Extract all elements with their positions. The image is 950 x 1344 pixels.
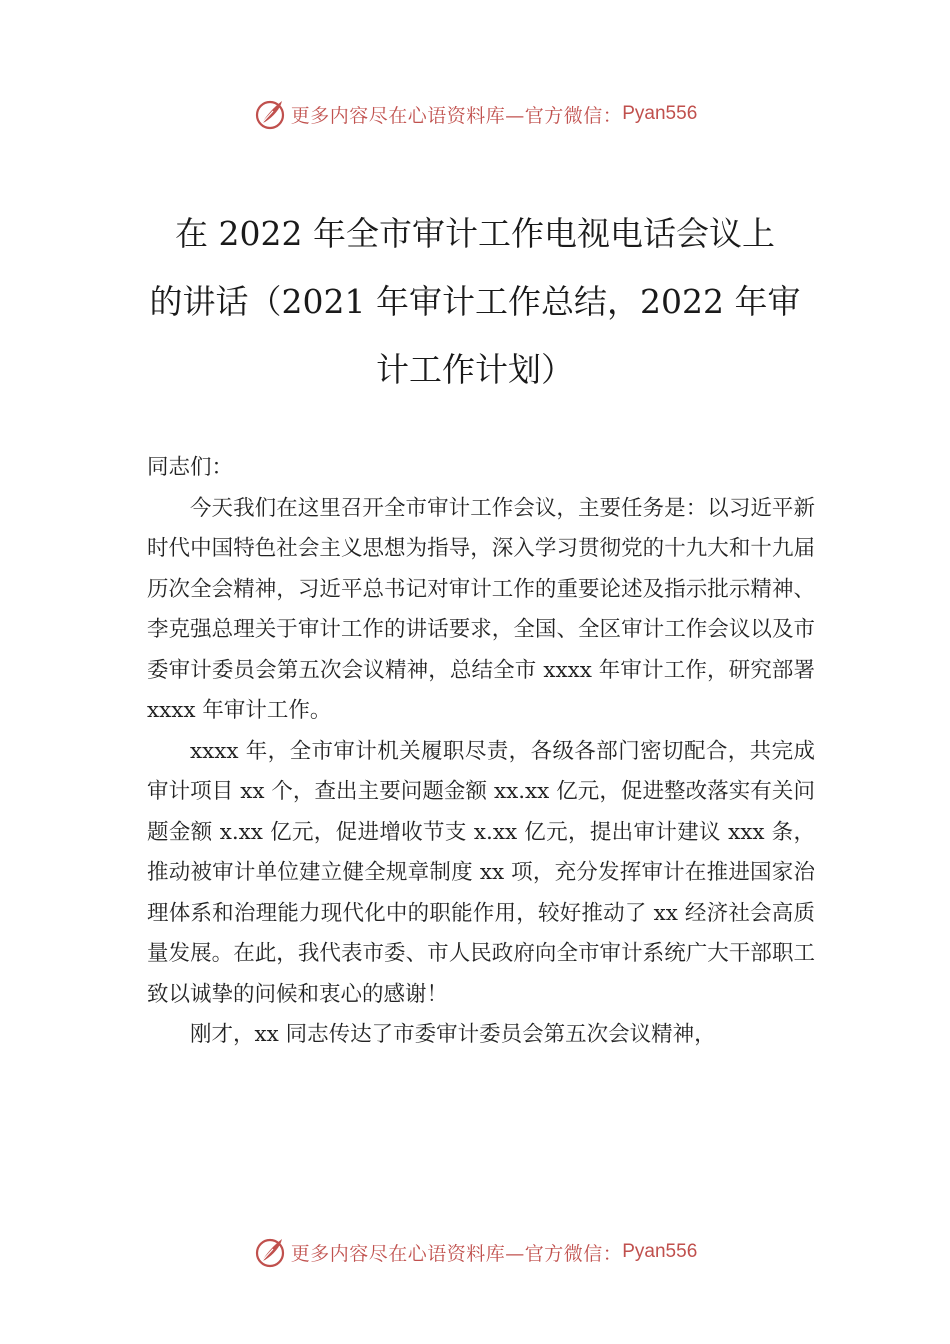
title-line-1: 在 2022 年全市审计工作电视电话会议上 — [175, 214, 775, 253]
header-wechat-id: Pyan556 — [622, 103, 698, 124]
paragraph-2: xxxx 年，全市审计机关履职尽责，各级各部门密切配合，共完成审计项目 xx 个，查出主要问题金额 xx.xx 亿元，促进整改落实有关问题金额 x.xx 亿元，促进增收节支 x.xx 亿元，提出审计建议 xxx 条，推动被审计单位建立健全规章制度 xx 项，充分发挥审计在推进国家治理体系和治理能力现代化中的职能作用，较好推动了 xx 经济社会高质量发展。在此，我代表市委、市人民政府向全市审计系统广大干部职工致以诚挚的问候和衷心的感谢！ — [147, 738, 815, 1007]
title-line-3: 计工作计划） — [376, 350, 574, 389]
footer-banner — [0, 1232, 950, 1272]
paragraph-1: 今天我们在这里召开全市审计工作会议，主要任务是：以习近平新时代中国特色社会主义思想为指导，深入学习贯彻党的十九大和十九届历次全会精神，习近平总书记对审计工作的重要论述及指示批示精神、李克强总理关于审计工作的讲话要求，全国、全区审计工作会议以及市委审计委员会第五次会议精神，总结全市 xxxx 年审计工作，研究部署 xxxx 年审计工作。 — [147, 495, 815, 723]
header-banner-text: 更多内容尽在心语资料库—官方微信： — [290, 104, 623, 127]
greeting: 同志们： — [147, 455, 234, 480]
paragraph-3: 刚才，xx 同志传达了市委审计委员会第五次会议精神， — [190, 1022, 716, 1047]
document-title — [140, 200, 810, 404]
footer-wechat-id: Pyan556 — [622, 1241, 698, 1262]
feather-pen-logo-icon — [253, 1235, 287, 1269]
header-banner — [0, 94, 950, 134]
title-line-2: 的讲话（2021 年审计工作总结，2022 年审 — [149, 282, 801, 321]
footer-banner-text: 更多内容尽在心语资料库—官方微信： — [290, 1242, 623, 1265]
feather-pen-logo-icon — [253, 97, 287, 131]
document-body — [147, 448, 815, 1056]
